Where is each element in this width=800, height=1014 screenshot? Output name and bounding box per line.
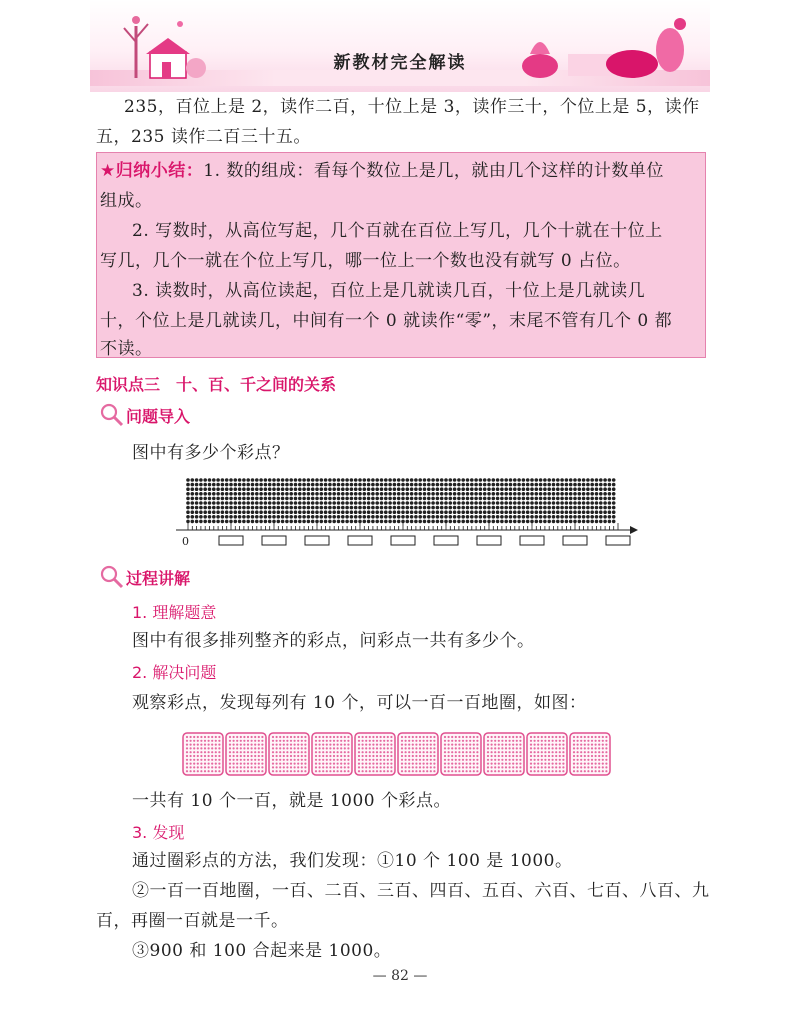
question-text: 图中有多少个彩点？ — [132, 443, 290, 463]
explain-heading: 过程讲解 — [126, 569, 191, 588]
intro-line-1: 235，百位上是 2，读作二百，十位上是 3，读作三十，个位上是 5，读作 — [124, 97, 700, 117]
summary-line-1 — [100, 156, 664, 186]
step3-line-2: ②一百一百地圈，一百、二百、三百、四百、五百、六百、七百、八百、九 — [132, 881, 710, 901]
step3-line-1: 通过圈彩点的方法，我们发现：①10 个 100 是 1000。 — [132, 851, 573, 871]
step2-result: 一共有 10 个一百，就是 1000 个彩点。 — [132, 791, 452, 811]
magnifier-icon — [98, 563, 124, 589]
question-heading: 问题导入 — [126, 407, 191, 426]
house-tree-illustration — [110, 6, 220, 86]
axis-zero-label: 0 — [182, 535, 189, 548]
summary-line-4: 写几，几个一就在个位上写几，哪一位上一个数也没有就写 0 占位。 — [100, 251, 631, 271]
step3-title: 3. 发现 — [132, 823, 185, 842]
summary-line-7: 不读。 — [100, 339, 153, 359]
magnifier-icon — [98, 401, 124, 427]
summary-line-5: 3. 读数时，从高位读起，百位上是几就读几百，十位上是几就读几 — [132, 281, 646, 301]
summary-line-6: 十，个位上是几就读几，中间有一个 0 就读作“零”，末尾不管有几个 0 都 — [100, 311, 673, 331]
hundred-blocks-figure — [182, 732, 612, 776]
summary-text-1: 1. 数的组成：看每个数位上是几，就由几个这样的计数单位 — [203, 161, 664, 181]
dot-figure — [170, 474, 640, 552]
header-title: 新教材完全解读 — [333, 53, 467, 73]
summary-line-2: 组成。 — [100, 191, 153, 211]
step2-title: 2. 解决问题 — [132, 663, 217, 682]
step2-text: 观察彩点，发现每列有 10 个，可以一百一百地圈，如图： — [132, 693, 587, 713]
intro-line-2: 五，235 读作二百三十五。 — [96, 127, 311, 147]
summary-line-3: 2. 写数时，从高位写起，几个百就在百位上写几，几个十就在十位上 — [132, 221, 663, 241]
step3-line-4: ③900 和 100 合起来是 1000。 — [132, 941, 392, 961]
summary-title: ★归纳小结： — [100, 161, 204, 181]
page-number: — 82 — — [372, 968, 428, 984]
knowledge-point-heading: 知识点三 十、百、千之间的关系 — [96, 375, 337, 394]
step1-title: 1. 理解题意 — [132, 603, 217, 622]
step3-line-3: 百，再圈一百就是一千。 — [96, 911, 289, 931]
step1-text: 图中有很多排列整齐的彩点，问彩点一共有多少个。 — [132, 631, 535, 651]
